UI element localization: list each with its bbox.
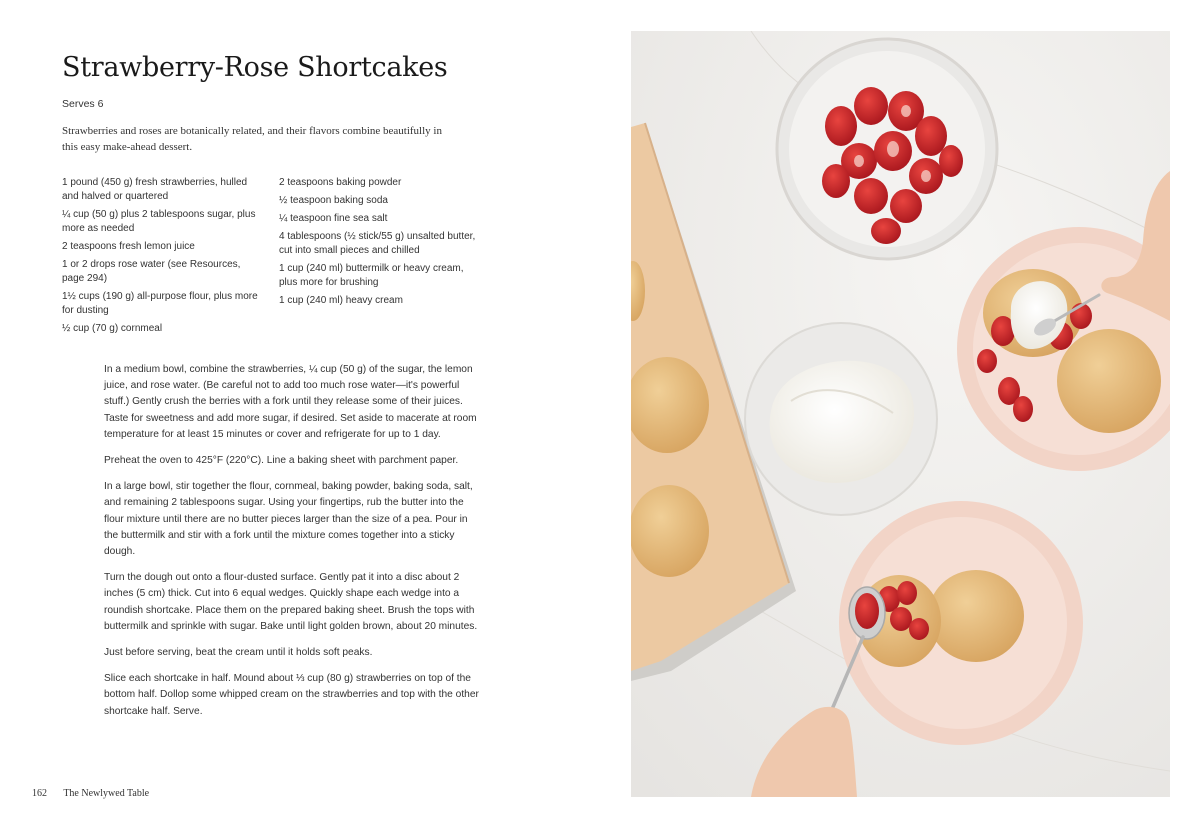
ingredient-item: ½ teaspoon baking soda xyxy=(279,195,388,206)
ingredients-column-right xyxy=(279,176,479,312)
ingredient-item: ¼ teaspoon fine sea salt xyxy=(279,213,388,224)
recipe-intro: Strawberries and roses are botanically related, and their flavors combine beautifully in this easy make-ahead dessert. xyxy=(62,125,442,153)
ingredient-item: 1 or 2 drops rose water (see Resources, page 294) xyxy=(62,259,241,284)
ingredient-item: 2 teaspoons baking powder xyxy=(279,177,402,188)
food-photo xyxy=(631,31,1170,797)
ingredient-item: 4 tablespoons (½ stick/55 g) unsalted butter, cut into small pieces and chilled xyxy=(279,231,476,256)
page-footer xyxy=(32,788,149,799)
ingredient-item: 2 teaspoons fresh lemon juice xyxy=(62,241,195,252)
recipe-step: Just before serving, beat the cream until it holds soft peaks. xyxy=(104,647,373,659)
recipe-step: Turn the dough out onto a flour-dusted surface. Gently pat it into a disc about 2 inches (5 cm) thick. Cut into 6 equal wedges. Quickly shape each wedge into a roundish shortcake. Place them on the prepared baking sheet. Brush the tops with buttermilk and sprinkle with sugar. Bake until light golden brown, about 20 minutes. xyxy=(104,572,478,632)
recipe-step: Slice each shortcake in half. Mound about ⅓ cup (80 g) strawberries on top of the bottom half. Dollop some whipped cream on the strawberries and top with the other shortcake half. Serve. xyxy=(104,673,479,717)
book-title: The Newlywed Table xyxy=(63,788,150,799)
ingredient-item: 1 pound (450 g) fresh strawberries, hulled and halved or quartered xyxy=(62,177,248,202)
whipped-cream-bowl xyxy=(745,323,937,515)
recipe-title: Strawberry-Rose Shortcakes xyxy=(62,52,448,83)
ingredient-item: 1 cup (240 ml) heavy cream xyxy=(279,295,403,306)
recipe-step: In a large bowl, stir together the flour, cornmeal, baking powder, baking soda, salt, and remaining 2 tablespoons sugar. Using your fingertips, rub the butter into the flour mixture until there are no butter pieces larger than the size of a pea. Pour in the buttermilk and stir with a fork until the mixture comes together into a sticky dough. xyxy=(104,481,473,558)
recipe-step: Preheat the oven to 425°F (220°C). Line a baking sheet with parchment paper. xyxy=(104,455,459,467)
servings: Serves 6 xyxy=(62,98,104,110)
ingredient-item: 1 cup (240 ml) buttermilk or heavy cream, plus more for brushing xyxy=(279,263,464,288)
recipe-step: In a medium bowl, combine the strawberries, ¼ cup (50 g) of the sugar, the lemon juice, and rose water. (Be careful not to add too much rose water—it's powerful stuff.) Gently crush the berries with a fork until they release some of their juices. Taste for sweetness and add more sugar, if desired. Set aside to macerate at room temperature for at least 15 minutes or cover and refrigerate for up to 1 day. xyxy=(104,364,477,440)
ingredient-item: ½ cup (70 g) cornmeal xyxy=(62,323,163,334)
ingredient-item: ¼ cup (50 g) plus 2 tablespoons sugar, plus more as needed xyxy=(62,209,256,234)
ingredients-column-left xyxy=(62,176,262,340)
page-number: 162 xyxy=(32,788,47,799)
recipe-steps xyxy=(104,362,482,730)
strawberry-bowl xyxy=(777,39,997,259)
ingredient-item: 1½ cups (190 g) all-purpose flour, plus more for dusting xyxy=(62,291,258,316)
